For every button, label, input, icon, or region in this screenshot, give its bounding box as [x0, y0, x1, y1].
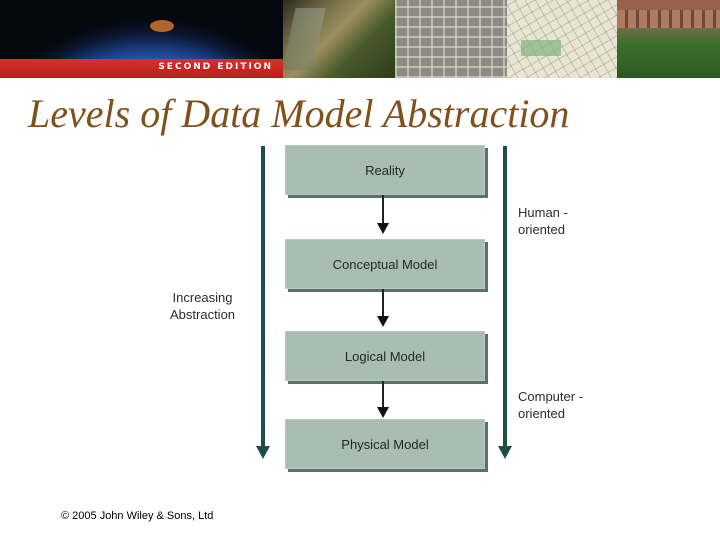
box-reality: Reality [285, 145, 485, 195]
human-oriented-label: Human - oriented [518, 205, 568, 237]
orientation-arrowhead-right [498, 446, 512, 459]
edition-strip [0, 59, 283, 78]
edition-label: SECOND EDITION [158, 62, 273, 72]
connector-line [382, 289, 384, 316]
connector-arrowhead [377, 316, 389, 327]
box-conceptual-model: Conceptual Model [285, 239, 485, 289]
cityscape-image [617, 0, 720, 78]
abstraction-arrowhead-left [256, 446, 270, 459]
abstraction-axis-left [261, 146, 265, 446]
street-map-image [507, 0, 617, 78]
connector-arrowhead [377, 223, 389, 234]
header-banner [0, 0, 720, 78]
computer-oriented-label: Computer - oriented [518, 389, 584, 421]
copyright-notice: © 2005 John Wiley & Sons, Ltd [61, 510, 214, 522]
orientation-axis-right [503, 146, 507, 446]
connector-line [382, 381, 384, 407]
box-logical-model: Logical Model [285, 331, 485, 381]
slide-title: Levels of Data Model Abstraction [28, 91, 570, 136]
connector-line [382, 195, 384, 223]
increasing-abstraction-label: Increasing Abstraction [170, 290, 236, 322]
aerial-photo-image [395, 0, 507, 78]
box-physical-model: Physical Model [285, 419, 485, 469]
connector-arrowhead [377, 407, 389, 418]
mountain-image [283, 0, 395, 78]
